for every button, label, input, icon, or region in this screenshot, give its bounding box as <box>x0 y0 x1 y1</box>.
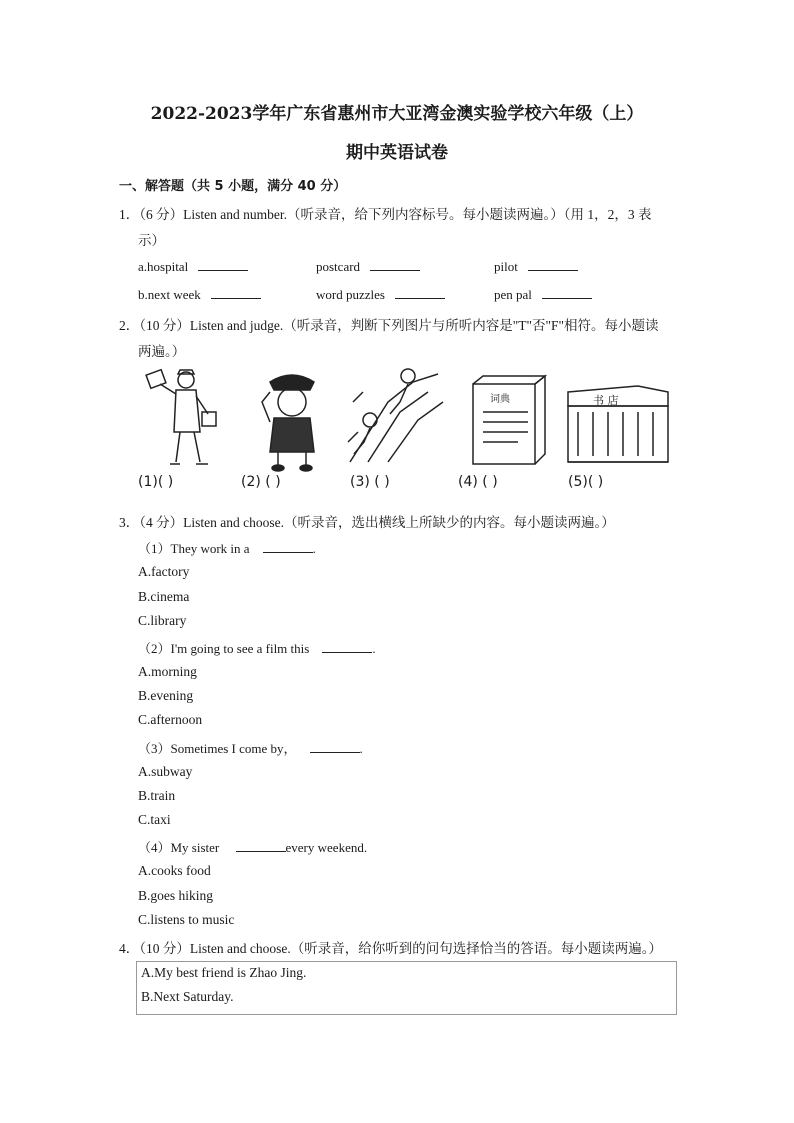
q3-text: 3．（4 分）Listen and choose.（听录音，选出横线上所缺少的内容。每小题读两遍。） <box>119 515 615 530</box>
q2-answer-slot-1[interactable]: (1)( ) <box>138 474 174 490</box>
dictionary-cover-text: 词典 <box>490 394 510 405</box>
q3-option[interactable]: B.train <box>138 788 176 803</box>
q2-text-cont: 两遍。） <box>138 344 186 359</box>
q2-answer-slot-2[interactable]: (2) ( ) <box>241 474 281 490</box>
q3-option[interactable]: A.subway <box>138 764 193 779</box>
answer-blank[interactable] <box>370 259 420 271</box>
answer-blank[interactable] <box>236 840 286 852</box>
q3-option[interactable]: C.taxi <box>138 812 171 827</box>
q4-text: 4．（10 分）Listen and choose.（听录音，给你听到的问句选择恰当的答语。每小题读两遍。） <box>119 941 662 956</box>
q2-picture-strip <box>138 362 678 494</box>
answer-blank[interactable] <box>322 641 372 653</box>
q2-answer-slot-5[interactable]: (5)( ) <box>568 474 604 490</box>
q2-answer-slot-4[interactable]: (4) ( ) <box>458 474 498 490</box>
exam-title-line1: 2022-2023学年广东省惠州市大亚湾金澳实验学校六年级（上） <box>150 104 644 124</box>
answer-blank[interactable] <box>198 259 248 271</box>
postman-illustration <box>146 370 216 464</box>
q3-option[interactable]: C.library <box>138 613 187 628</box>
q1-item: a.hospital <box>138 259 248 275</box>
q3-option[interactable]: A.factory <box>138 564 190 579</box>
police-illustration <box>262 375 314 471</box>
answer-blank[interactable] <box>542 287 592 299</box>
q2-text: 2．（10 分）Listen and judge.（听录音，判断下列图片与所听内容是"T"否"F"相符。每小题读 <box>119 318 659 333</box>
q3-sentence-3: （3）Sometimes I come by， . <box>138 741 363 756</box>
q1-item: postcard <box>316 259 420 275</box>
answer-blank[interactable] <box>528 259 578 271</box>
q1-text: 1．（6 分）Listen and number.（听录音，给下列内容标号。每小题读两遍。）（用 1，2，3 表 <box>119 207 652 222</box>
q2-answer-slot-3[interactable]: (3) ( ) <box>350 474 390 490</box>
hiking-illustration <box>348 369 443 462</box>
q3-option[interactable]: B.goes hiking <box>138 888 214 903</box>
q2-illustrations <box>138 362 678 474</box>
q3-option[interactable]: B.evening <box>138 688 194 703</box>
dictionary-illustration <box>473 376 545 464</box>
q1-item: pilot <box>494 259 578 275</box>
q3-sentence-4: （4）My sister every weekend. <box>138 840 368 855</box>
q3-option[interactable]: C.listens to music <box>138 912 235 927</box>
q3-option[interactable]: A.cooks food <box>138 863 211 878</box>
q4-answer-option[interactable]: A.My best friend is Zhao Jing. <box>141 965 307 980</box>
q3-sentence-2: （2）I'm going to see a film this . <box>138 641 376 656</box>
exam-title-line2: 期中英语试卷 <box>346 143 448 163</box>
q4-answer-option[interactable]: B.Next Saturday. <box>141 989 234 1004</box>
q3-option[interactable]: A.morning <box>138 664 197 679</box>
q4-answer-box <box>136 961 677 1015</box>
bookstore-sign-text: 书 店 <box>593 394 619 407</box>
q1-item: b.next week <box>138 287 261 303</box>
answer-blank[interactable] <box>211 287 261 299</box>
q3-option[interactable]: C.afternoon <box>138 712 203 727</box>
answer-blank[interactable] <box>395 287 445 299</box>
answer-blank[interactable] <box>310 741 360 753</box>
q3-sentence-1: （1）They work in a . <box>138 541 316 556</box>
q1-text-cont: 示） <box>138 233 165 248</box>
section-heading: 一、解答题（共 5 小题，满分 40 分） <box>119 179 347 194</box>
q1-item: word puzzles <box>316 287 445 303</box>
answer-blank[interactable] <box>263 541 313 553</box>
q1-item: pen pal <box>494 287 592 303</box>
q3-option[interactable]: B.cinema <box>138 589 190 604</box>
